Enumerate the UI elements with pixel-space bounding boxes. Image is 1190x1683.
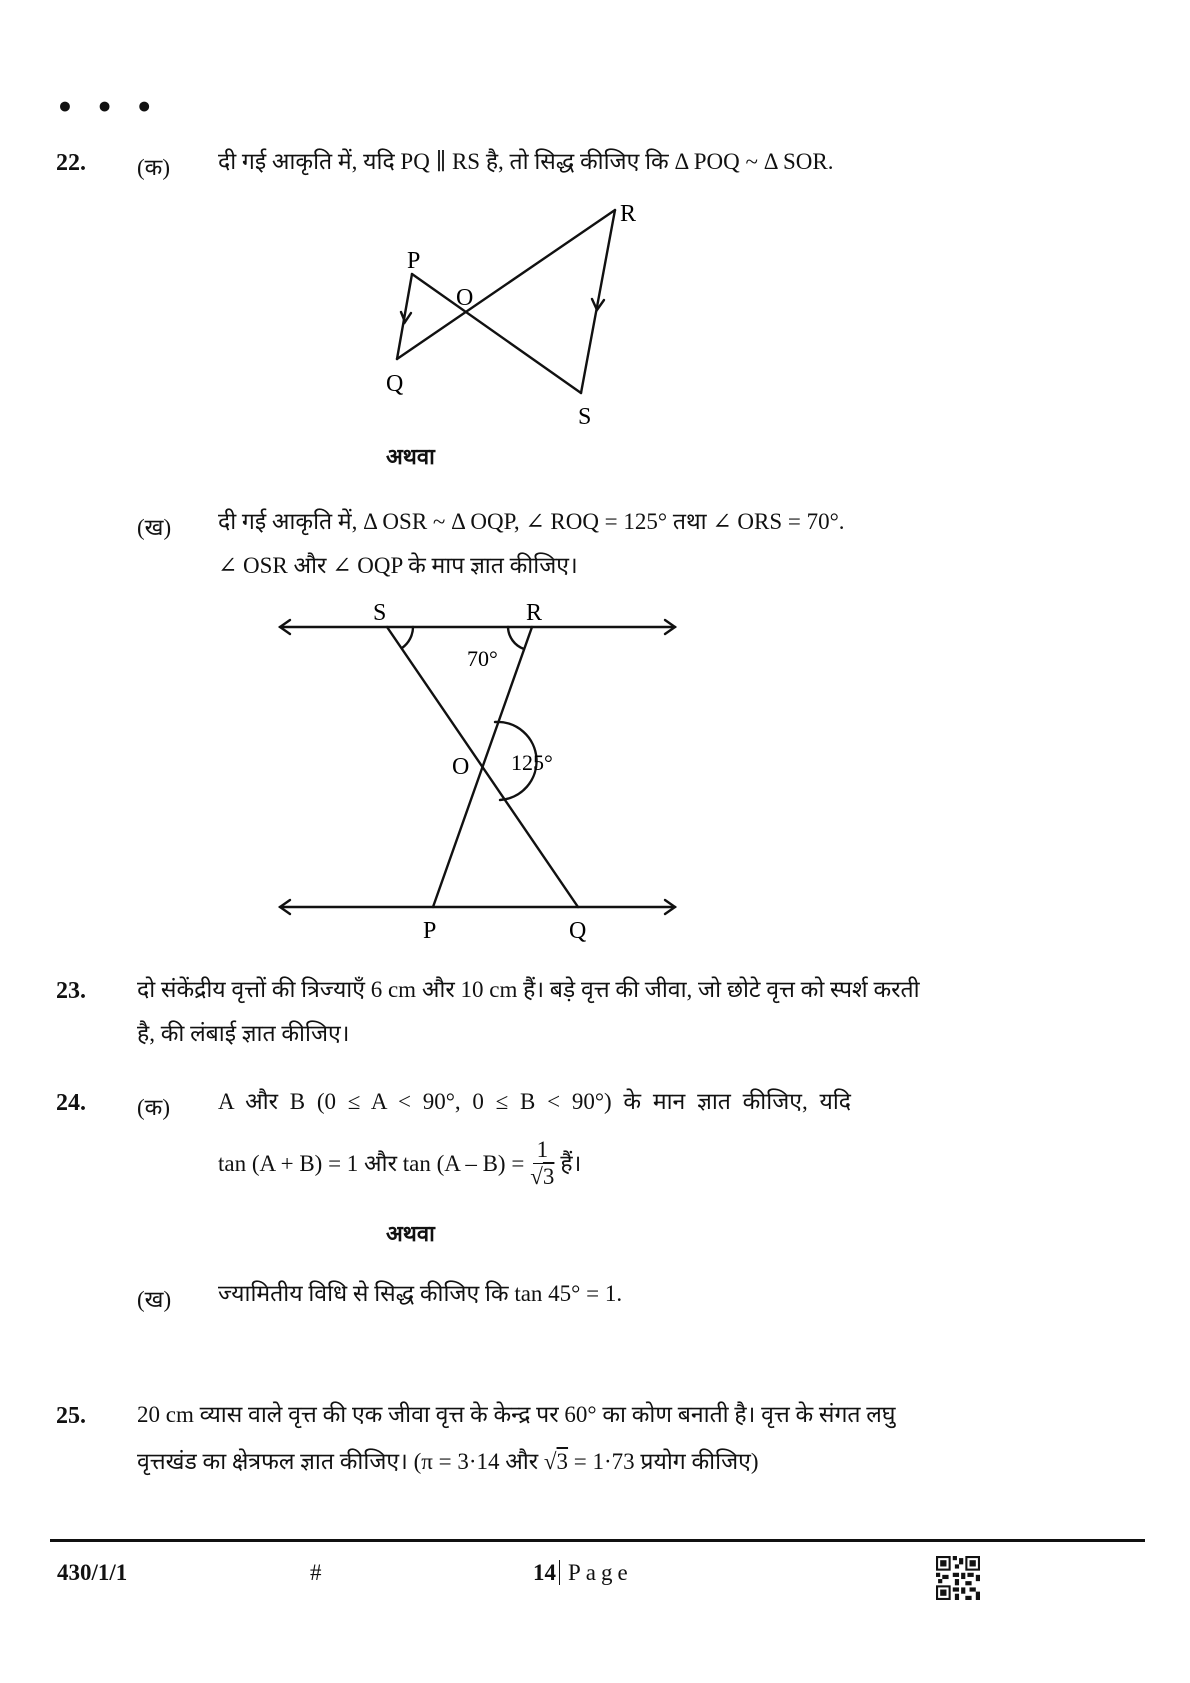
q25-line1: 20 cm व्यास वाले वृत्त की एक जीवा वृत्त के केन्द्र पर 60° का कोण बनाती है। वृत्त के संगत लघु xyxy=(137,1402,896,1427)
q22-part-b-line1: दी गई आकृति में, Δ OSR ~ Δ OQP, ∠ ROQ = 125° तथा ∠ ORS = 70°. xyxy=(218,509,845,534)
fig1-label-r: R xyxy=(620,201,637,227)
fig1-label-s: S xyxy=(578,404,592,430)
page-number: 14 xyxy=(533,1560,556,1585)
q22-part-a-label: (क) xyxy=(137,155,170,180)
q22-part-b-label: (ख) xyxy=(137,515,172,540)
q25-line2: वृत्तखंड का क्षेत्रफल ज्ञात कीजिए। (π = 3·14 और √3 = 1·73 प्रयोग कीजिए) xyxy=(137,1449,759,1474)
q24-part-a-label: (क) xyxy=(137,1095,170,1120)
q24-equation-suffix: हैं। xyxy=(560,1150,582,1176)
fraction-one-over-root3 xyxy=(530,1137,554,1191)
page-word: Page xyxy=(559,1560,633,1585)
fig2-angle-70: 70° xyxy=(467,646,498,671)
footer-rule xyxy=(50,1539,1145,1542)
fig2-label-o: O xyxy=(452,754,470,780)
fig2-angle-125: 125° xyxy=(511,750,553,775)
q24-part-a-line2 xyxy=(218,1137,581,1191)
q23-line1: दो संकेंद्रीय वृत्तों की त्रिज्याएँ 6 cm और 10 cm हैं। बड़े वृत्त की जीवा, जो छोटे वृत्त को स्पर्श करती xyxy=(137,977,920,1002)
radical-icon: √ xyxy=(530,1164,543,1190)
paper-code: 430/1/1 xyxy=(57,1560,128,1585)
q22-part-a-text: दी गई आकृति में, यदि PQ ∥ RS है, तो सिद्ध कीजिए कि Δ POQ ~ Δ SOR. xyxy=(218,149,834,174)
fig1-label-q: Q xyxy=(386,371,404,397)
q22-part-b-line2: ∠ OSR और ∠ OQP के माप ज्ञात कीजिए। xyxy=(218,553,578,578)
q22-or-label: अथवा xyxy=(386,444,435,469)
q22a-figure-bowtie xyxy=(0,0,1190,480)
question-number-24: 24. xyxy=(56,1090,86,1116)
hash-mark: # xyxy=(310,1560,322,1585)
fig1-label-o: O xyxy=(456,285,474,311)
radicand: 3 xyxy=(556,1449,569,1474)
fig2-label-r: R xyxy=(526,600,543,626)
fig1-label-p: P xyxy=(407,248,421,274)
q22b-figure-parallel-lines xyxy=(0,580,1190,960)
fig2-label-s: S xyxy=(373,600,387,626)
continuation-mark: • • • xyxy=(56,91,160,124)
page-indicator xyxy=(533,1560,633,1586)
question-number-25: 25. xyxy=(56,1403,86,1429)
fraction-numerator: 1 xyxy=(533,1137,553,1164)
q23-line2: है, की लंबाई ज्ञात कीजिए। xyxy=(137,1021,350,1046)
fraction-denominator: √3 xyxy=(530,1164,555,1190)
q24-part-b-text: ज्यामितीय विधि से सिद्ध कीजिए कि tan 45° = 1. xyxy=(218,1281,623,1306)
q24-part-a-line1: A और B (0 ≤ A < 90°, 0 ≤ B < 90°) के मान ज्ञात कीजिए, यदि xyxy=(218,1089,852,1114)
question-number-23: 23. xyxy=(56,978,86,1004)
q24-or-label: अथवा xyxy=(386,1221,435,1246)
q24-equation-prefix: tan (A + B) = 1 और tan (A – B) = xyxy=(218,1150,525,1176)
fig2-label-p: P xyxy=(423,918,437,944)
question-number-22: 22. xyxy=(56,150,86,176)
q24-part-b-label: (ख) xyxy=(137,1287,172,1312)
fig2-label-q: Q xyxy=(569,918,587,944)
qr-code-icon xyxy=(936,1556,980,1600)
